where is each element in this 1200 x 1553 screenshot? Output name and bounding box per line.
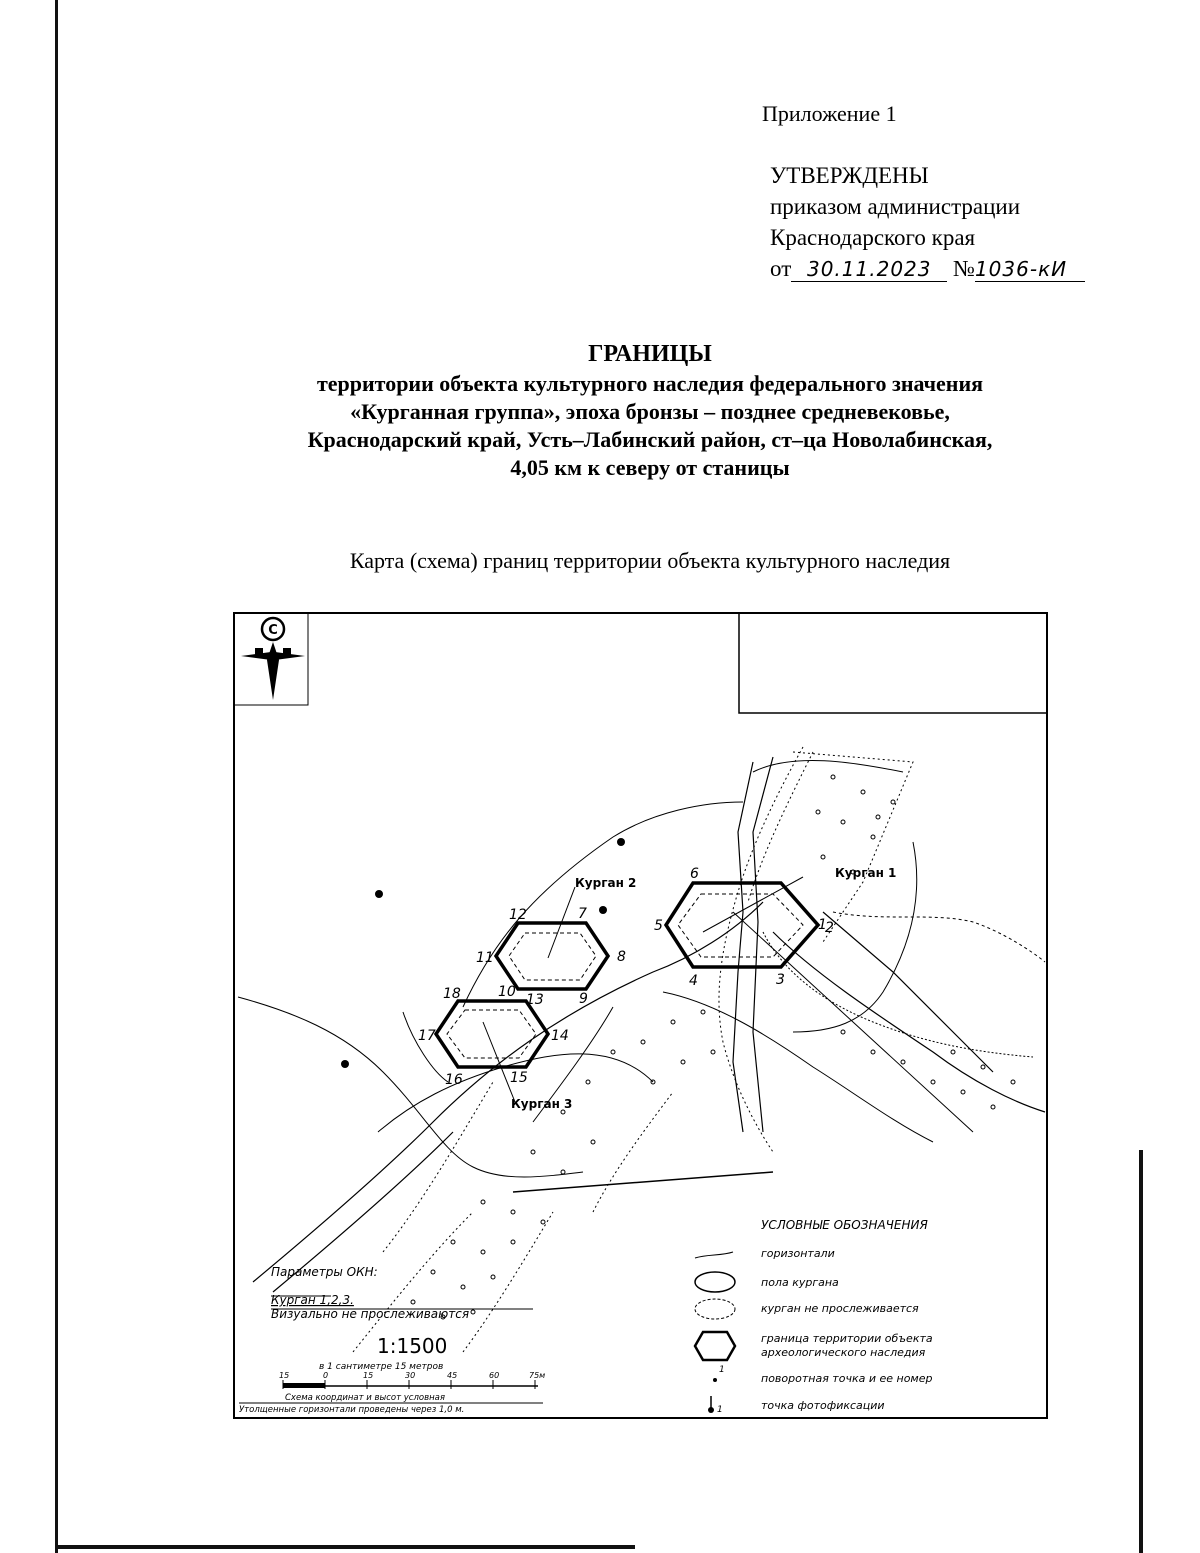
order-number-sign: №: [953, 256, 975, 281]
legend-label: поворотная точка и ее номер: [761, 1372, 933, 1385]
point-number: 15: [510, 1070, 528, 1086]
point-number: 7: [578, 906, 587, 922]
title-line: территории объекта культурного наследия федерального значения: [316, 371, 984, 396]
mound-label: Курган 3: [511, 1097, 573, 1111]
boundary-map: [233, 612, 1049, 1420]
mound-label: Курган 2: [575, 876, 637, 890]
order-line: [770, 253, 1085, 284]
point-number: 18: [443, 986, 461, 1002]
approved-line: Краснодарского края: [770, 225, 976, 250]
point-number: 17: [418, 1028, 436, 1044]
point-number: 11: [476, 950, 494, 966]
document-title: [120, 340, 1180, 482]
footnote-line: Схема координат и высот условная: [285, 1393, 445, 1403]
scale-tick: 60: [489, 1371, 500, 1380]
appendix-label: Приложение 1: [762, 101, 897, 126]
title-line: Краснодарский край, Усть–Лабинский район, ст–ца Новолабинская,: [307, 427, 993, 452]
point-number: 2: [825, 920, 834, 936]
order-date: 30.11.2023: [806, 257, 932, 281]
compass-letter: С: [268, 623, 278, 638]
order-number: 1036-кИ: [974, 257, 1068, 281]
scale-caption: в 1 сантиметре 15 метров: [319, 1362, 444, 1372]
legend-label: пола кургана: [761, 1276, 839, 1289]
point-number: 9: [579, 991, 588, 1007]
legend-label: курган не прослеживается: [761, 1302, 919, 1315]
params-note: Визуально не прослеживаются: [271, 1307, 470, 1321]
approved-line: приказом администрации: [770, 194, 1021, 219]
footnote-line: Утолщенные горизонтали проведены через 1,0 м.: [239, 1405, 465, 1415]
point-number: 12: [509, 907, 527, 923]
point-number: 10: [498, 984, 516, 1000]
title-heading: ГРАНИЦЫ: [588, 341, 712, 367]
scale-tick: 75м: [529, 1371, 546, 1380]
scale-tick: 0: [323, 1371, 329, 1380]
map-frame: [234, 613, 1047, 1418]
point-number: 14: [551, 1028, 569, 1044]
svg-text:1: 1: [717, 1405, 723, 1415]
scale-tick: 30: [405, 1371, 416, 1380]
scan-left-edge: [55, 0, 58, 1553]
params-title: Параметры ОКН:: [271, 1265, 378, 1279]
legend-label: археологического наследия: [761, 1346, 926, 1359]
scale-ratio: 1:1500: [377, 1334, 448, 1358]
scan-right-edge: [1139, 1150, 1143, 1553]
scale-tick: 45: [447, 1371, 458, 1380]
point-number: 6: [690, 866, 699, 882]
point-number: 13: [526, 992, 544, 1008]
scale-tick: 15: [363, 1371, 374, 1380]
params-mounds: Курган 1,2,3.: [271, 1293, 354, 1307]
legend-label: горизонтали: [761, 1247, 835, 1260]
point-number: 5: [654, 918, 663, 934]
point-number: 1: [818, 917, 827, 933]
point-number: 4: [689, 973, 698, 989]
scale-tick: 15: [279, 1371, 290, 1380]
mound-label: Курган 1: [835, 866, 897, 880]
point-number: 8: [617, 949, 626, 965]
scan-bottom-edge: [55, 1545, 635, 1549]
approved-line: УТВЕРЖДЕНЫ: [770, 163, 929, 188]
point-number: 3: [776, 972, 785, 988]
approval-block: [770, 160, 1085, 284]
legend-label: точка фотофиксации: [761, 1399, 885, 1412]
order-prefix: от: [770, 256, 792, 281]
point-number: 16: [445, 1072, 463, 1088]
title-line: 4,05 км к северу от станицы: [510, 455, 790, 480]
title-line: «Курганная группа», эпоха бронзы – позднее средневековье,: [350, 399, 950, 424]
svg-text:1: 1: [719, 1365, 725, 1375]
map-subtitle: Карта (схема) границ территории объекта культурного наследия: [349, 548, 951, 573]
legend-title: УСЛОВНЫЕ ОБОЗНАЧЕНИЯ: [761, 1218, 928, 1232]
legend-label: граница территории объекта: [761, 1332, 933, 1345]
